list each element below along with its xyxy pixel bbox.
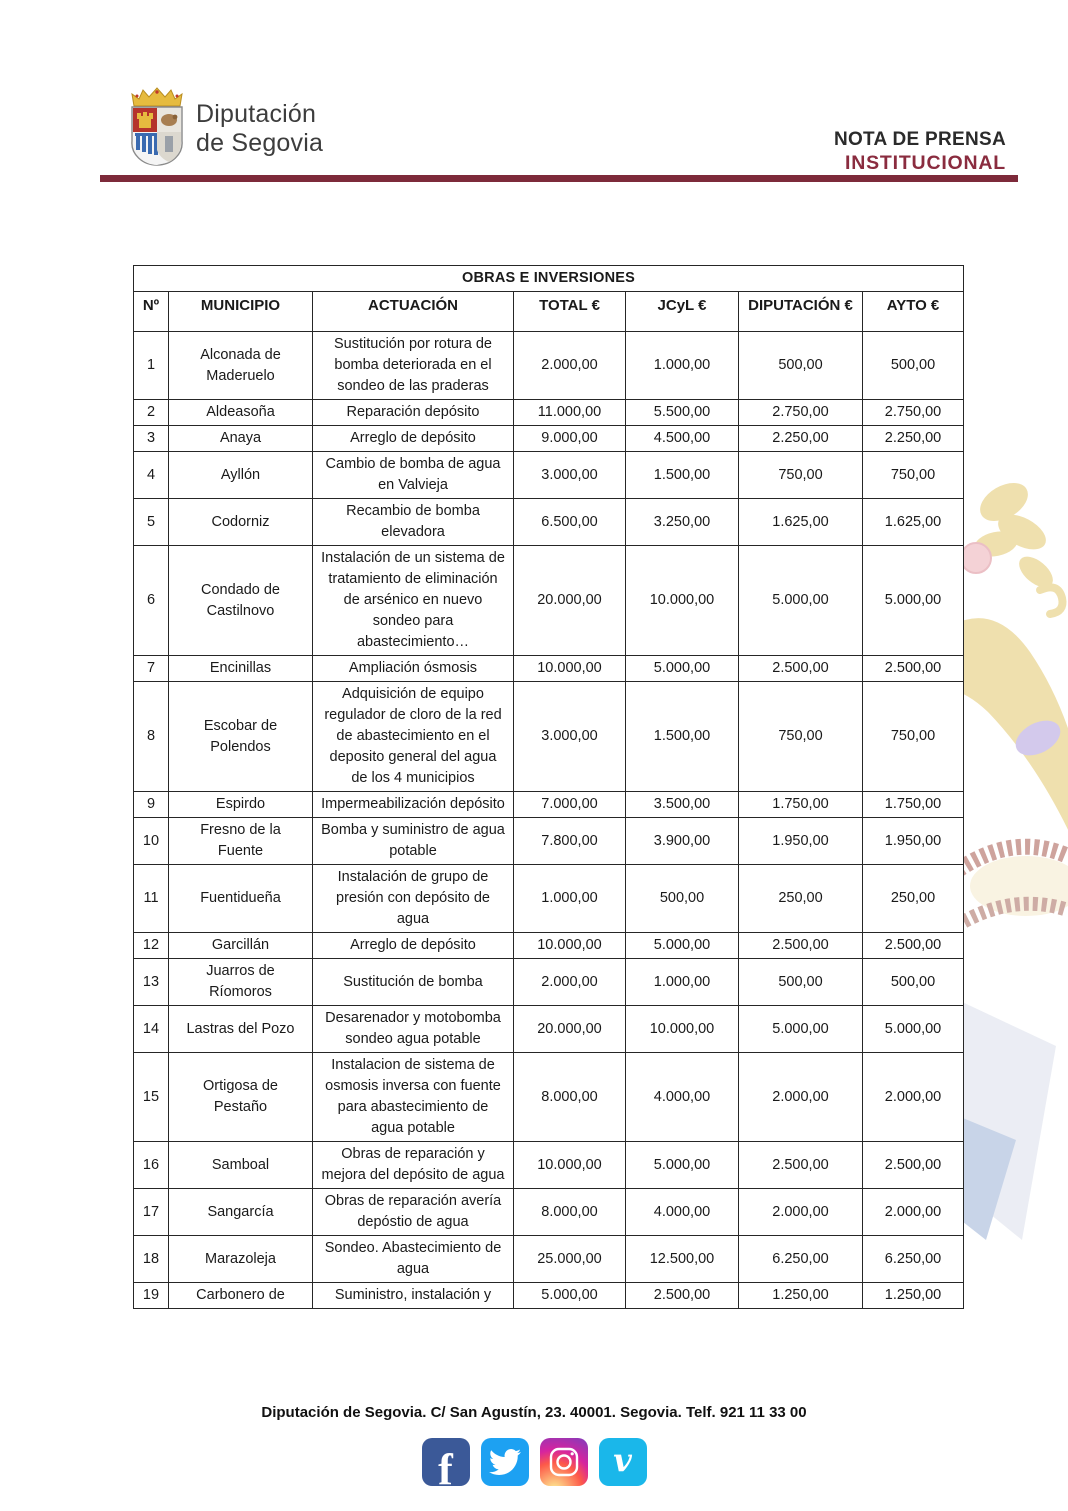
- municipio-cell: Fuentidueña: [169, 865, 313, 933]
- jcyl-cell: 500,00: [626, 865, 739, 933]
- municipio-cell: Samboal: [169, 1142, 313, 1189]
- ayto-cell: 750,00: [863, 682, 964, 792]
- diputacion-cell: 1.750,00: [739, 792, 863, 818]
- table-row: [134, 1053, 964, 1142]
- table-row: [134, 452, 964, 499]
- row-number-cell: 12: [134, 933, 169, 959]
- actuacion-cell: Instalacion de sistema de osmosis inversa con fuente para abastecimiento de agua potable: [313, 1053, 514, 1142]
- row-number-cell: 17: [134, 1189, 169, 1236]
- total-cell: 5.000,00: [514, 1283, 626, 1309]
- row-number-cell: 11: [134, 865, 169, 933]
- jcyl-cell: 1.500,00: [626, 682, 739, 792]
- press-note-label: [834, 129, 1006, 175]
- diputacion-cell: 1.950,00: [739, 818, 863, 865]
- social-icons-row: [0, 1438, 1068, 1486]
- diputacion-cell: 2.250,00: [739, 426, 863, 452]
- municipio-cell: Codorniz: [169, 499, 313, 546]
- footer-address: Diputación de Segovia. C/ San Agustín, 23. 40001. Segovia. Telf. 921 11 33 00: [261, 1404, 807, 1421]
- diputacion-cell: 2.000,00: [739, 1189, 863, 1236]
- row-number-cell: 14: [134, 1006, 169, 1053]
- twitter-icon[interactable]: [481, 1438, 529, 1486]
- total-cell: 1.000,00: [514, 865, 626, 933]
- ayto-cell: 2.500,00: [863, 933, 964, 959]
- municipio-cell: Fresno de la Fuente: [169, 818, 313, 865]
- vimeo-icon[interactable]: v: [599, 1438, 647, 1486]
- jcyl-cell: 4.000,00: [626, 1189, 739, 1236]
- total-cell: 3.000,00: [514, 682, 626, 792]
- actuacion-cell: Impermeabilización depósito: [313, 792, 514, 818]
- diputacion-cell: 2.500,00: [739, 656, 863, 682]
- table-row: [134, 933, 964, 959]
- total-cell: 20.000,00: [514, 546, 626, 656]
- table-row: [134, 682, 964, 792]
- ayto-cell: 2.000,00: [863, 1189, 964, 1236]
- municipio-cell: Garcillán: [169, 933, 313, 959]
- ayto-cell: 1.625,00: [863, 499, 964, 546]
- instagram-icon[interactable]: [540, 1438, 588, 1486]
- jcyl-cell: 3.500,00: [626, 792, 739, 818]
- municipio-cell: Ayllón: [169, 452, 313, 499]
- table-row: [134, 546, 964, 656]
- ayto-cell: 5.000,00: [863, 1006, 964, 1053]
- diputacion-cell: 5.000,00: [739, 546, 863, 656]
- ayto-cell: 1.750,00: [863, 792, 964, 818]
- municipio-cell: Lastras del Pozo: [169, 1006, 313, 1053]
- total-cell: 7.800,00: [514, 818, 626, 865]
- table-row: [134, 656, 964, 682]
- municipio-cell: Juarros de Ríomoros: [169, 959, 313, 1006]
- actuacion-cell: Obras de reparación avería depóstio de agua: [313, 1189, 514, 1236]
- jcyl-cell: 1.000,00: [626, 959, 739, 1006]
- municipio-cell: Sangarcía: [169, 1189, 313, 1236]
- ayto-cell: 2.250,00: [863, 426, 964, 452]
- obras-table-wrap: [133, 265, 963, 1309]
- diputacion-cell: 1.250,00: [739, 1283, 863, 1309]
- actuacion-cell: Desarenador y motobomba sondeo agua potable: [313, 1006, 514, 1053]
- municipio-cell: Escobar de Polendos: [169, 682, 313, 792]
- diputacion-cell: 5.000,00: [739, 1006, 863, 1053]
- ayto-cell: 2.500,00: [863, 1142, 964, 1189]
- jcyl-cell: 3.250,00: [626, 499, 739, 546]
- total-cell: 20.000,00: [514, 1006, 626, 1053]
- obras-table: [133, 265, 964, 1309]
- diputacion-cell: 500,00: [739, 959, 863, 1006]
- jcyl-cell: 5.000,00: [626, 656, 739, 682]
- actuacion-cell: Sustitución por rotura de bomba deteriorada en el sondeo de las praderas: [313, 332, 514, 400]
- row-number-cell: 4: [134, 452, 169, 499]
- press-note-line2: INSTITUCIONAL: [845, 151, 1006, 174]
- table-row: [134, 1142, 964, 1189]
- column-header-diputacion: DIPUTACIÓN €: [739, 292, 863, 332]
- table-row: [134, 1236, 964, 1283]
- municipio-cell: Alconada de Maderuelo: [169, 332, 313, 400]
- actuacion-cell: Sustitución de bomba: [313, 959, 514, 1006]
- table-row: [134, 499, 964, 546]
- obras-table-body: [134, 332, 964, 1309]
- row-number-cell: 10: [134, 818, 169, 865]
- actuacion-cell: Instalación de un sistema de tratamiento de eliminación de arsénico en nuevo sondeo para abastecimiento…: [313, 546, 514, 656]
- actuacion-cell: Instalación de grupo de presión con depósito de agua: [313, 865, 514, 933]
- total-cell: 10.000,00: [514, 1142, 626, 1189]
- total-cell: 3.000,00: [514, 452, 626, 499]
- jcyl-cell: 1.500,00: [626, 452, 739, 499]
- table-row: [134, 1283, 964, 1309]
- table-title: OBRAS E INVERSIONES: [134, 266, 964, 292]
- row-number-cell: 5: [134, 499, 169, 546]
- municipio-cell: Condado de Castilnovo: [169, 546, 313, 656]
- actuacion-cell: Reparación depósito: [313, 400, 514, 426]
- ayto-cell: 2.500,00: [863, 656, 964, 682]
- total-cell: 10.000,00: [514, 656, 626, 682]
- row-number-cell: 16: [134, 1142, 169, 1189]
- table-header-row: [134, 292, 964, 332]
- municipio-cell: Encinillas: [169, 656, 313, 682]
- column-header-total: TOTAL €: [514, 292, 626, 332]
- total-cell: 8.000,00: [514, 1053, 626, 1142]
- total-cell: 25.000,00: [514, 1236, 626, 1283]
- municipio-cell: Marazoleja: [169, 1236, 313, 1283]
- background-watermark-icon: [952, 440, 1068, 1240]
- diputacion-cell: 750,00: [739, 682, 863, 792]
- diputacion-cell: 250,00: [739, 865, 863, 933]
- table-row: [134, 400, 964, 426]
- actuacion-cell: Arreglo de depósito: [313, 426, 514, 452]
- diputacion-cell: 500,00: [739, 332, 863, 400]
- table-title-row: [134, 266, 964, 292]
- ayto-cell: 6.250,00: [863, 1236, 964, 1283]
- row-number-cell: 13: [134, 959, 169, 1006]
- actuacion-cell: Bomba y suministro de agua potable: [313, 818, 514, 865]
- column-header-actuacion: ACTUACIÓN: [313, 292, 514, 332]
- row-number-cell: 18: [134, 1236, 169, 1283]
- actuacion-cell: Obras de reparación y mejora del depósito de agua: [313, 1142, 514, 1189]
- ayto-cell: 500,00: [863, 959, 964, 1006]
- ayto-cell: 1.250,00: [863, 1283, 964, 1309]
- row-number-cell: 1: [134, 332, 169, 400]
- total-cell: 6.500,00: [514, 499, 626, 546]
- ayto-cell: 2.750,00: [863, 400, 964, 426]
- press-note-line1: NOTA DE PRENSA: [833, 129, 1006, 150]
- jcyl-cell: 2.500,00: [626, 1283, 739, 1309]
- table-row: [134, 426, 964, 452]
- municipio-cell: Espirdo: [169, 792, 313, 818]
- jcyl-cell: 4.000,00: [626, 1053, 739, 1142]
- table-row: [134, 332, 964, 400]
- diputacion-cell: 1.625,00: [739, 499, 863, 546]
- actuacion-cell: Sondeo. Abastecimiento de agua: [313, 1236, 514, 1283]
- jcyl-cell: 10.000,00: [626, 1006, 739, 1053]
- diputacion-cell: 750,00: [739, 452, 863, 499]
- ayto-cell: 750,00: [863, 452, 964, 499]
- ayto-cell: 250,00: [863, 865, 964, 933]
- table-row: [134, 1006, 964, 1053]
- total-cell: 7.000,00: [514, 792, 626, 818]
- actuacion-cell: Arreglo de depósito: [313, 933, 514, 959]
- total-cell: 9.000,00: [514, 426, 626, 452]
- row-number-cell: 8: [134, 682, 169, 792]
- diputacion-cell: 2.500,00: [739, 1142, 863, 1189]
- ayto-cell: 500,00: [863, 332, 964, 400]
- jcyl-cell: 10.000,00: [626, 546, 739, 656]
- header-divider: [100, 175, 1018, 182]
- brand-line1: Diputación: [196, 100, 317, 128]
- column-header-ayto: AYTO €: [863, 292, 964, 332]
- jcyl-cell: 5.500,00: [626, 400, 739, 426]
- table-row: [134, 865, 964, 933]
- brand-line2: de Segovia: [196, 128, 324, 157]
- jcyl-cell: 3.900,00: [626, 818, 739, 865]
- diputacion-cell: 2.000,00: [739, 1053, 863, 1142]
- table-row: [134, 818, 964, 865]
- diputacion-segovia-logo: [128, 86, 323, 166]
- municipio-cell: Carbonero de: [169, 1283, 313, 1309]
- table-row: [134, 792, 964, 818]
- jcyl-cell: 5.000,00: [626, 1142, 739, 1189]
- municipio-cell: Aldeasoña: [169, 400, 313, 426]
- segovia-coat-of-arms-icon: [128, 86, 186, 166]
- jcyl-cell: 1.000,00: [626, 332, 739, 400]
- total-cell: 2.000,00: [514, 332, 626, 400]
- diputacion-cell: 2.750,00: [739, 400, 863, 426]
- table-row: [134, 1189, 964, 1236]
- row-number-cell: 9: [134, 792, 169, 818]
- actuacion-cell: Suministro, instalación y: [313, 1283, 514, 1309]
- total-cell: 8.000,00: [514, 1189, 626, 1236]
- column-header-jcyl: JCyL €: [626, 292, 739, 332]
- table-row: [134, 959, 964, 1006]
- municipio-cell: Anaya: [169, 426, 313, 452]
- jcyl-cell: 4.500,00: [626, 426, 739, 452]
- row-number-cell: 2: [134, 400, 169, 426]
- actuacion-cell: Recambio de bomba elevadora: [313, 499, 514, 546]
- brand-name: [196, 86, 323, 157]
- column-header-municipio: MUNICIPIO: [169, 292, 313, 332]
- actuacion-cell: Cambio de bomba de agua en Valvieja: [313, 452, 514, 499]
- actuacion-cell: Adquisición de equipo regulador de cloro de la red de abastecimiento en el deposito general del agua de los 4 municipios: [313, 682, 514, 792]
- facebook-icon[interactable]: f: [422, 1438, 470, 1486]
- ayto-cell: 1.950,00: [863, 818, 964, 865]
- diputacion-cell: 2.500,00: [739, 933, 863, 959]
- ayto-cell: 2.000,00: [863, 1053, 964, 1142]
- actuacion-cell: Ampliación ósmosis: [313, 656, 514, 682]
- total-cell: 10.000,00: [514, 933, 626, 959]
- jcyl-cell: 5.000,00: [626, 933, 739, 959]
- row-number-cell: 7: [134, 656, 169, 682]
- municipio-cell: Ortigosa de Pestaño: [169, 1053, 313, 1142]
- total-cell: 2.000,00: [514, 959, 626, 1006]
- row-number-cell: 3: [134, 426, 169, 452]
- column-header-numero: Nº: [134, 292, 169, 332]
- row-number-cell: 19: [134, 1283, 169, 1309]
- jcyl-cell: 12.500,00: [626, 1236, 739, 1283]
- ayto-cell: 5.000,00: [863, 546, 964, 656]
- diputacion-cell: 6.250,00: [739, 1236, 863, 1283]
- row-number-cell: 6: [134, 546, 169, 656]
- total-cell: 11.000,00: [514, 400, 626, 426]
- row-number-cell: 15: [134, 1053, 169, 1142]
